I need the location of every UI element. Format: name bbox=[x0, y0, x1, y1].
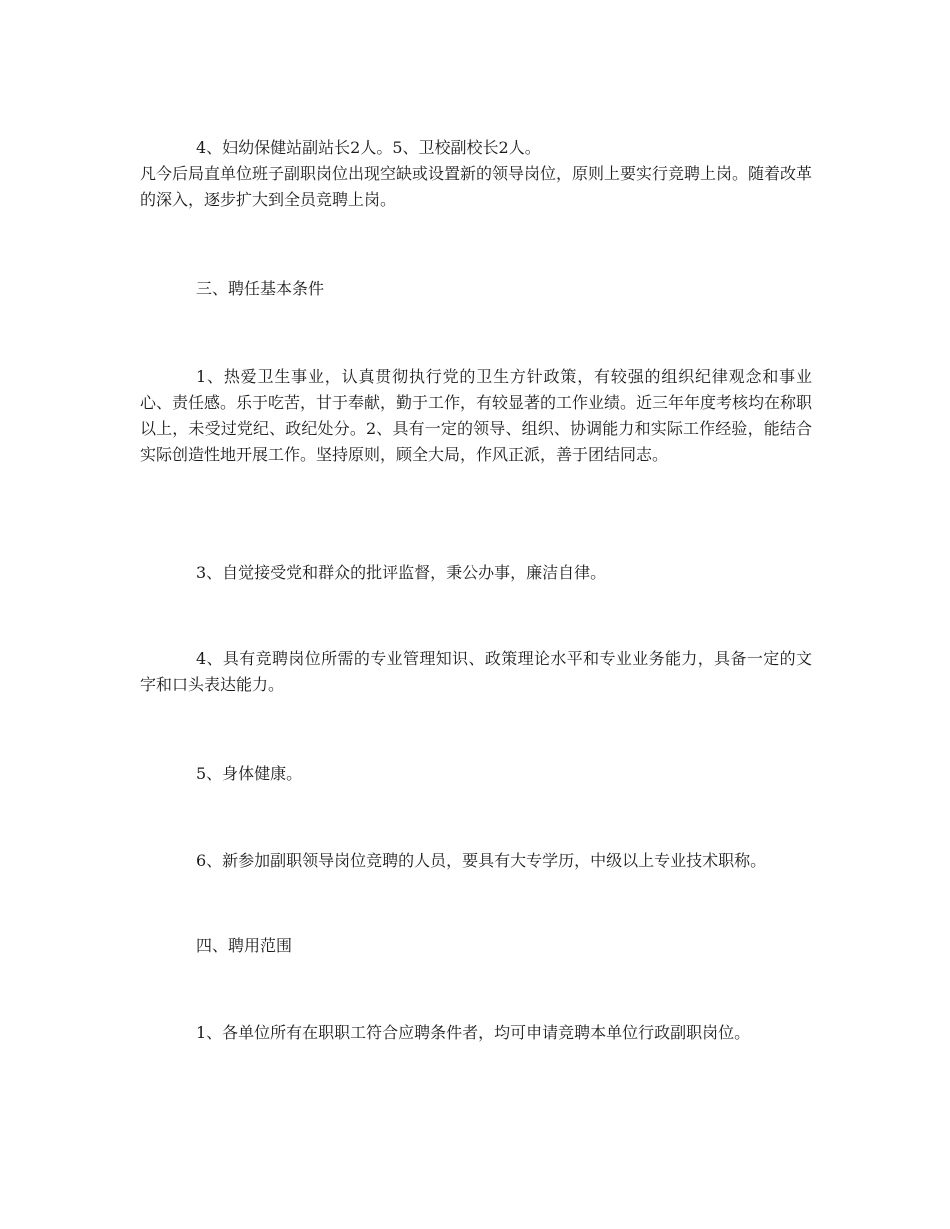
paragraph-condition-3: 3、自觉接受党和群众的批评监督，秉公办事，廉洁自律。 bbox=[196, 563, 607, 582]
section-heading-scope: 四、聘用范围 bbox=[196, 936, 293, 955]
section-heading-basic-conditions: 三、聘任基本条件 bbox=[196, 279, 325, 298]
paragraph-scope-1: 1、各单位所有在职职工符合应聘条件者，均可申请竞聘本单位行政副职岗位。 bbox=[196, 1023, 751, 1042]
paragraph-conditions-1-2: 1、热爱卫生事业，认真贯彻执行党的卫生方针政策，有较强的组织纪律观念和事业心、责任感。乐于吃苦，甘于奉献，勤于工作，有较显著的工作业绩。近三年年度考核均在称职以上，未受过党纪、政纪处分。2、具有一定的领导、组织、协调能力和实际工作经验，能结合实际创造性地开展工作。坚持原则，顾全大局，作风正派，善于团结同志。 bbox=[140, 367, 813, 464]
paragraph-condition-5: 5、身体健康。 bbox=[196, 764, 303, 783]
paragraph-positions-4-5: 4、妇幼保健站副站长2人。5、卫校副校长2人。 bbox=[196, 138, 541, 157]
paragraph-competitive-appointment-rule: 凡今后局直单位班子副职岗位出现空缺或设置新的领导岗位，原则上要实行竞聘上岗。随着改革的深入，逐步扩大到全员竞聘上岗。 bbox=[140, 164, 813, 209]
paragraph-condition-4: 4、具有竞聘岗位所需的专业管理知识、政策理论水平和专业业务能力，具备一定的文字和口头表达能力。 bbox=[140, 649, 812, 694]
paragraph-condition-6: 6、新参加副职领导岗位竞聘的人员，要具有大专学历，中级以上专业技术职称。 bbox=[196, 851, 767, 870]
